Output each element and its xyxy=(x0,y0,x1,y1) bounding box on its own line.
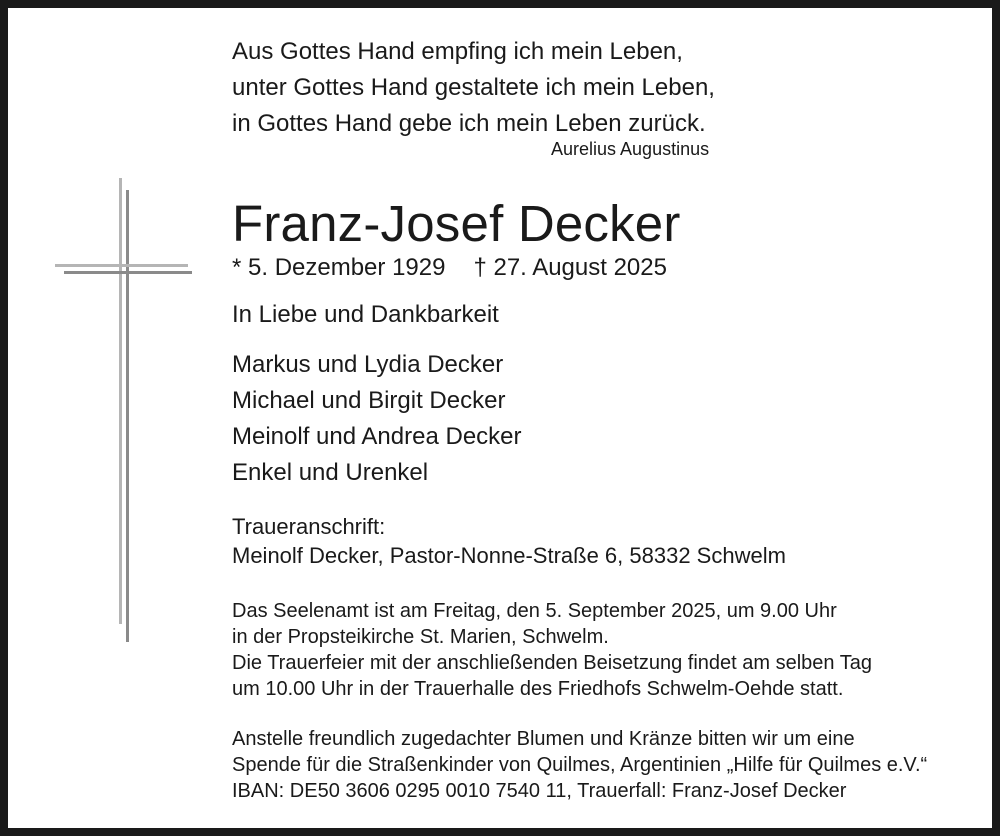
family-member: Meinolf und Andrea Decker xyxy=(232,423,522,450)
quote-line: unter Gottes Hand gestaltete ich mein Leben, xyxy=(232,74,715,101)
address-line: Meinolf Decker, Pastor-Nonne-Straße 6, 58332 Schwelm xyxy=(232,543,786,568)
service-line: um 10.00 Uhr in der Trauerhalle des Friedhofs Schwelm-Oehde statt. xyxy=(232,678,844,700)
donation-info xyxy=(232,726,927,804)
donation-line: IBAN: DE50 3606 0295 0010 7540 11, Trauerfall: Franz-Josef Decker xyxy=(232,780,847,802)
deceased-name: Franz-Josef Decker xyxy=(232,195,681,252)
service-info xyxy=(232,598,872,702)
life-dates xyxy=(232,253,667,283)
service-line: Das Seelenamt ist am Freitag, den 5. September 2025, um 9.00 Uhr xyxy=(232,600,837,622)
cross-horizontal-bar-dark xyxy=(64,271,192,274)
cross-vertical-bar-light xyxy=(119,178,122,624)
dedication: In Liebe und Dankbarkeit xyxy=(232,301,499,328)
family-member: Michael und Birgit Decker xyxy=(232,387,506,414)
death-date: † 27. August 2025 xyxy=(473,254,667,281)
quote-line: in Gottes Hand gebe ich mein Leben zurück. xyxy=(232,110,706,137)
cross-horizontal-bar-light xyxy=(55,264,188,267)
family-list xyxy=(232,347,522,491)
service-line: Die Trauerfeier mit der anschließenden Beisetzung findet am selben Tag xyxy=(232,652,872,674)
birth-date: * 5. Dezember 1929 xyxy=(232,254,446,281)
quote-author: Aurelius Augustinus xyxy=(551,139,710,159)
cross-icon xyxy=(0,0,200,660)
bible-quote xyxy=(232,34,715,142)
quote-line: Aus Gottes Hand empfing ich mein Leben, xyxy=(232,38,683,65)
cross-vertical-bar-dark xyxy=(126,190,129,642)
mourning-address xyxy=(232,512,786,570)
family-member: Enkel und Urenkel xyxy=(232,459,429,486)
family-member: Markus und Lydia Decker xyxy=(232,351,504,378)
donation-line: Spende für die Straßenkinder von Quilmes, Argentinien „Hilfe für Quilmes e.V.“ xyxy=(232,754,928,776)
service-line: in der Propsteikirche St. Marien, Schwelm. xyxy=(232,626,609,648)
address-label: Traueranschrift: xyxy=(232,514,386,539)
donation-line: Anstelle freundlich zugedachter Blumen und Kränze bitten wir um eine xyxy=(232,728,855,750)
